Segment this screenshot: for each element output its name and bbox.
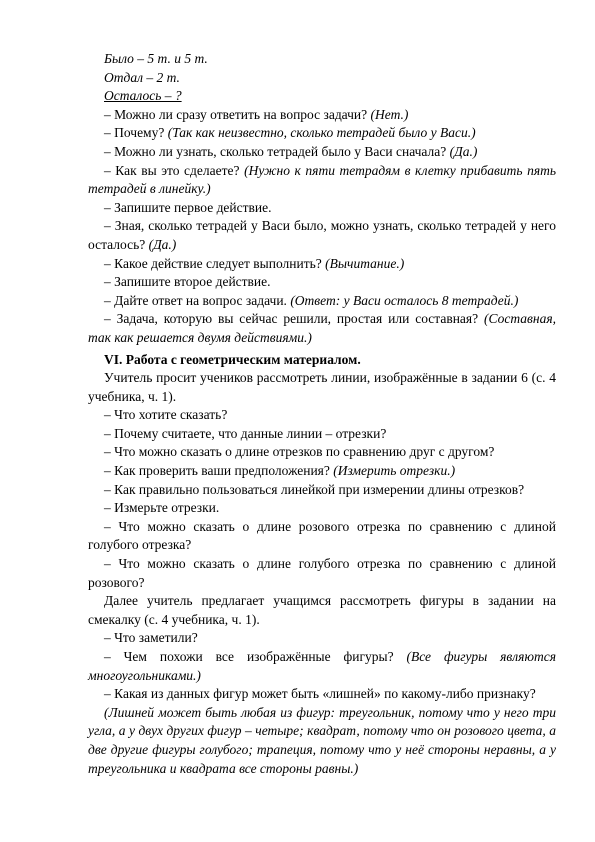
dialogue-line xyxy=(88,292,556,311)
dialogue-line xyxy=(88,310,556,347)
condition-gave: Отдал – 2 т. xyxy=(104,69,180,85)
dialogue-line: – Что можно сказать о длине отрезков по сравнению друг с другом? xyxy=(104,444,495,460)
dialogue-line: – Что хотите сказать? xyxy=(104,407,228,423)
dialogue-line xyxy=(88,143,556,162)
answer-text: (Вычитание.) xyxy=(325,255,405,271)
dialogue-line: – Запишите второе действие. xyxy=(104,274,271,290)
section-heading: VI. Работа с геометрическим материалом. xyxy=(104,351,361,367)
question-text: – Задача, которую вы сейчас решили, простая или составная? xyxy=(104,311,479,327)
dialogue-line: – Какая из данных фигур может быть «лишней» по какому-либо признаку? xyxy=(104,686,536,702)
answer-text: (Ответ: у Васи осталось 8 тетрадей.) xyxy=(290,292,519,308)
dialogue-line: – Что заметили? xyxy=(104,630,198,646)
paragraph: Далее учитель предлагает учащимся рассмотреть фигуры в задании на смекалку (с. 4 учебника, ч. 1). xyxy=(88,593,556,627)
dialogue-line: – Измерьте отрезки. xyxy=(104,500,220,516)
dialogue-line xyxy=(88,648,556,685)
answer-paragraph: (Лишней может быть любая из фигур: треугольник, потому что у него три угла, а у двух других фигур – четыре; квадрат, потому что он розового цвета, а две другие фигуры голубого; трапеция, потому что у неё стороны неравны, а у треугольника и квадрата все стороны равны.) xyxy=(88,704,556,776)
dialogue-line xyxy=(88,462,556,481)
question-text: – Зная, сколько тетрадей у Васи было, можно узнать, сколько тетрадей у него осталось? xyxy=(88,218,556,252)
answer-text: (Нет.) xyxy=(370,106,409,122)
dialogue-line xyxy=(88,124,556,143)
answer-text: (Все фигуры являются многоугольниками.) xyxy=(88,649,556,683)
answer-text: (Измерить отрезки.) xyxy=(333,463,456,479)
answer-text: (Да.) xyxy=(148,236,177,252)
dialogue-line xyxy=(88,255,556,274)
dialogue-line: – Что можно сказать о длине розового отрезка по сравнению с длиной голубого отрезка? xyxy=(88,518,556,553)
question-text: – Можно ли узнать, сколько тетрадей было у Васи сначала? xyxy=(104,143,447,159)
answer-text: (Нужно к пяти тетрадям в клетку прибавить пять тетрадей в линейку.) xyxy=(88,162,557,197)
answer-text: (Составная, так как решается двумя действиями.) xyxy=(88,311,556,345)
question-text: – Как проверить ваши предположения? xyxy=(104,463,330,479)
dialogue-line xyxy=(88,162,556,199)
condition-left: Осталось – ? xyxy=(104,88,182,104)
condition-was: Было – 5 т. и 5 т. xyxy=(104,51,208,66)
dialogue-line: – Почему считаете, что данные линии – отрезки? xyxy=(104,425,387,441)
document-page xyxy=(88,50,556,778)
answer-text: (Так как неизвестно, сколько тетрадей было у Васи.) xyxy=(167,125,476,141)
dialogue-line: – Запишите первое действие. xyxy=(104,199,272,215)
question-text: – Как вы это сделаете? xyxy=(104,162,240,178)
dialogue-line: – Что можно сказать о длине голубого отрезка по сравнению с длиной розового? xyxy=(88,556,556,590)
answer-text: (Да.) xyxy=(449,143,478,159)
dialogue-line xyxy=(88,217,556,254)
paragraph: Учитель просит учеников рассмотреть линии, изображённые в задании 6 (с. 4 учебника, ч. 1). xyxy=(88,370,556,404)
question-text: – Чем похожи все изображённые фигуры? xyxy=(104,649,394,664)
question-text: – Какое действие следует выполнить? xyxy=(104,255,322,271)
question-text: – Можно ли сразу ответить на вопрос задачи? xyxy=(104,106,368,122)
dialogue-line: – Как правильно пользоваться линейкой при измерении длины отрезков? xyxy=(104,481,525,497)
question-text: – Почему? xyxy=(104,125,165,141)
question-text: – Дайте ответ на вопрос задачи. xyxy=(104,292,287,308)
dialogue-line xyxy=(88,106,556,125)
